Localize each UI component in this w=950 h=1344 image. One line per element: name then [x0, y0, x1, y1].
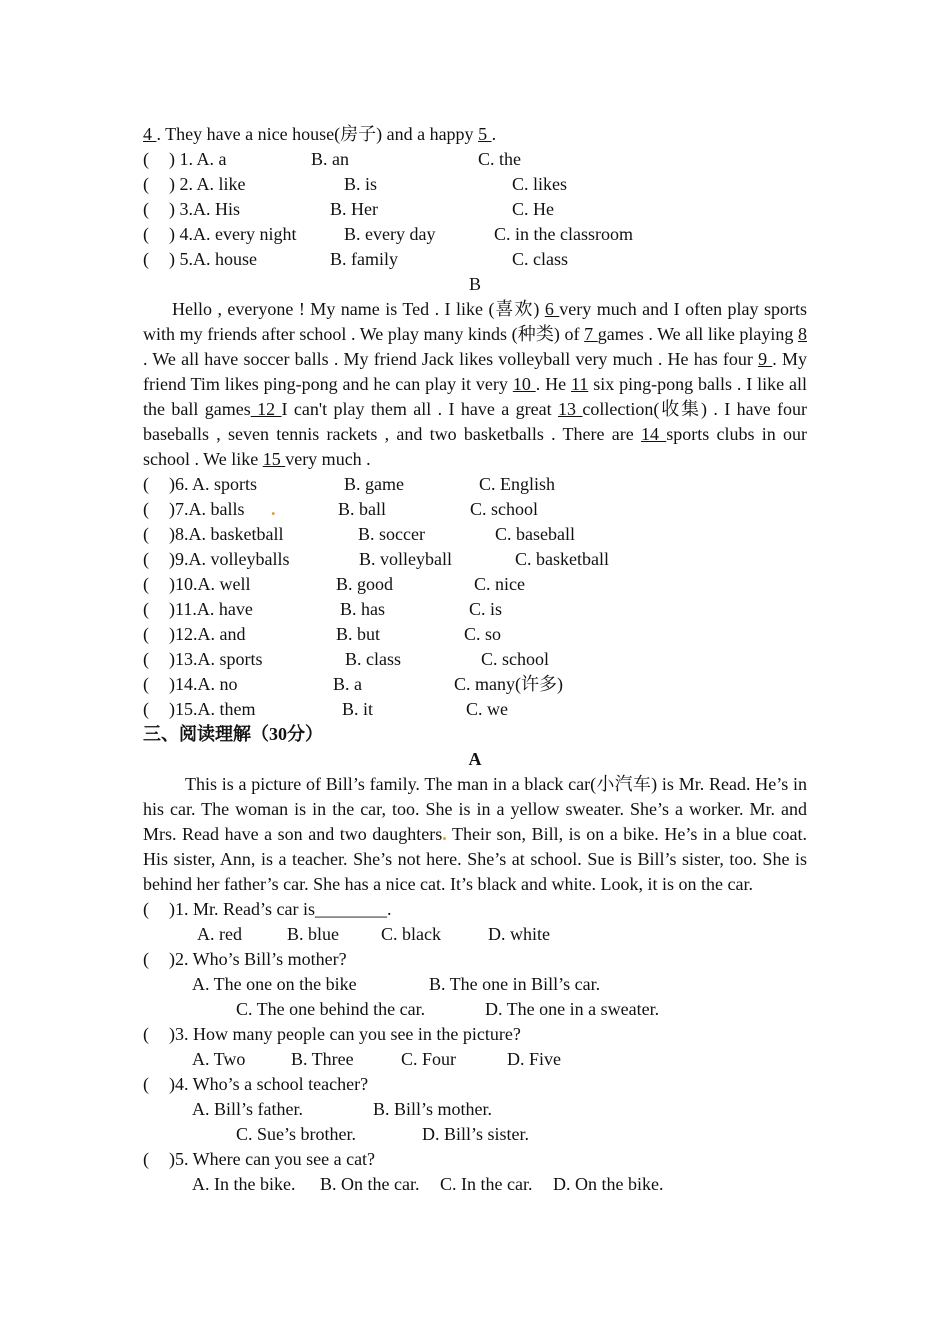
option-b: B. Her: [330, 199, 378, 219]
option-a: A. red: [197, 924, 242, 944]
answer-paren: (: [143, 574, 149, 594]
section-b-heading: B: [468, 274, 481, 294]
option-a: A. In the bike.: [192, 1174, 296, 1194]
blank-4: 4: [143, 124, 157, 144]
answer-paren: (: [143, 649, 149, 669]
question-text: )1. Mr. Read’s car is________.: [169, 899, 392, 919]
blank-13: 13: [558, 399, 583, 419]
question-text: )2. Who’s Bill’s mother?: [169, 949, 347, 969]
question-row: [143, 697, 807, 722]
option-c: C. He: [512, 199, 554, 219]
question-row: [143, 1022, 807, 1047]
answer-paren: (: [143, 599, 149, 619]
blank-15: 15: [262, 449, 286, 469]
option-c: C. basketball: [515, 549, 609, 569]
option-b: B. every day: [344, 224, 436, 244]
option-c: C. the: [478, 149, 521, 169]
option-b: B. it: [342, 699, 374, 719]
option-b: B. a: [333, 674, 362, 694]
cloze-passage: Hello , everyone ! My name is Ted . I like (喜欢) 6 very much and I often play sports with my friends after school . We play many kinds (种类) of 7 games . We all like playing 8 . We all have soccer balls . My friend Jack likes volleyball very much . He has four 9 . My friend Tim likes ping-pong and he can play it very 10 . He 11 six ping-pong balls . I like all the ball games 12 I can't play them all . I have a great 13 collection(收集) . I have four baseballs , seven tennis rackets , and two basketballs . There are 14 sports clubs in our school . We like 15 very much .: [143, 299, 808, 469]
part-a-closing-line: 4 . They have a nice house(房子) and a happy 5 .: [143, 124, 497, 144]
option-d: D. Bill’s sister.: [422, 1124, 530, 1144]
option-b: B. The one in Bill’s car.: [429, 974, 601, 994]
question-row: [143, 172, 807, 197]
options-row: [143, 922, 807, 947]
option-b: B. class: [345, 649, 401, 669]
question-text: )4. Who’s a school teacher?: [169, 1074, 369, 1094]
blank-14: 14: [641, 424, 667, 444]
option-c: C. In the car.: [440, 1174, 533, 1194]
option-c: C. Four: [401, 1049, 457, 1069]
answer-paren: (: [143, 224, 149, 244]
answer-paren: (: [143, 524, 149, 544]
option-c: C. Sue’s brother.: [236, 1124, 356, 1144]
answer-paren: (: [143, 699, 149, 719]
answer-paren: (: [143, 1024, 149, 1044]
option-d: D. The one in a sweater.: [485, 999, 660, 1019]
option-b: B. soccer: [358, 524, 425, 544]
option-b: B. ball: [338, 499, 386, 519]
answer-paren: (: [143, 674, 149, 694]
reading-passage: This is a picture of Bill’s family. The man in a black car(小汽车) is Mr. Read. He’s in his car. The woman is in the car, too. She is in a yellow sweater. She’s a worker. Mr. and Mrs. Read have a son and two daughters. Their son, Bill, is on a bike. He’s in a blue coat. His sister, Ann, is a teacher. She’s not here. She’s at school. Sue is Bill’s sister, too. She is behind her father’s car. She has a nice cat. It’s black and white. Look, it is on the car.: [143, 774, 807, 894]
option-a: )13.A. sports: [169, 649, 263, 669]
option-d: D. On the bike.: [553, 1174, 664, 1194]
option-b: B. an: [311, 149, 349, 169]
option-a: )15.A. them: [169, 699, 256, 719]
answer-paren: (: [143, 624, 149, 644]
blank-7: 7: [584, 324, 598, 344]
option-c: C. nice: [474, 574, 525, 594]
question-text: )3. How many people can you see in the picture?: [169, 1024, 521, 1044]
answer-paren: (: [143, 149, 149, 169]
document-page: [143, 122, 807, 1197]
option-c: C. black: [381, 924, 441, 944]
option-c: C. class: [512, 249, 568, 269]
answer-paren: (: [143, 1074, 149, 1094]
option-b: B. but: [336, 624, 381, 644]
option-a: ) 3.A. His: [169, 199, 240, 219]
option-c: C. English: [479, 474, 556, 494]
option-c: C. The one behind the car.: [236, 999, 426, 1019]
answer-paren: (: [143, 474, 149, 494]
question-row: [143, 1147, 807, 1172]
question-text: )5. Where can you see a cat?: [169, 1149, 376, 1169]
question-row: [143, 547, 807, 572]
answer-paren: (: [143, 899, 149, 919]
option-b: B. family: [330, 249, 398, 269]
option-a: A. Bill’s father.: [192, 1099, 303, 1119]
option-b: B. is: [344, 174, 378, 194]
option-a: )6. A. sports: [169, 474, 258, 494]
option-a: A. The one on the bike: [192, 974, 357, 994]
option-c: C. school: [481, 649, 550, 669]
option-b: B. On the car.: [320, 1174, 420, 1194]
orange-mark: .: [271, 499, 276, 519]
option-b: B. good: [336, 574, 394, 594]
option-a: )11.A. have: [169, 599, 253, 619]
option-b: B. blue: [287, 924, 339, 944]
option-d: D. Five: [507, 1049, 561, 1069]
options-row: [143, 1172, 807, 1197]
answer-paren: (: [143, 1149, 149, 1169]
option-c: C. we: [466, 699, 508, 719]
passage-a-heading: A: [468, 749, 482, 769]
options-row: [143, 1122, 807, 1147]
option-c: C. likes: [512, 174, 568, 194]
option-c: C. school: [470, 499, 539, 519]
answer-paren: (: [143, 499, 149, 519]
blank-5: 5: [478, 124, 492, 144]
question-row: [143, 472, 807, 497]
question-row: [143, 1072, 807, 1097]
options-row: [143, 972, 807, 997]
answer-paren: (: [143, 199, 149, 219]
option-b: B. has: [340, 599, 385, 619]
answer-paren: (: [143, 549, 149, 569]
orange-mark: .: [442, 824, 447, 844]
options-row: [143, 997, 807, 1022]
blank-6: 6: [544, 299, 560, 319]
blank-10: 10: [512, 374, 536, 394]
option-a: )10.A. well: [169, 574, 251, 594]
options-row: [143, 1047, 807, 1072]
blank-8: 8: [798, 324, 808, 344]
option-b: B. game: [344, 474, 404, 494]
question-row: [143, 897, 807, 922]
question-row: [143, 672, 807, 697]
question-row: [143, 197, 807, 222]
option-a: )7.A. balls: [169, 499, 245, 519]
question-row: [143, 522, 807, 547]
option-a: )9.A. volleyballs: [169, 549, 290, 569]
option-a: ) 2. A. like: [169, 174, 246, 194]
option-a: A. Two: [192, 1049, 246, 1069]
option-c: C. is: [469, 599, 503, 619]
option-b: B. volleyball: [359, 549, 452, 569]
answer-paren: (: [143, 249, 149, 269]
question-row: [143, 597, 807, 622]
option-b: B. Three: [291, 1049, 354, 1069]
question-row: [143, 147, 807, 172]
section-3-heading: 三、阅读理解（30分）: [143, 724, 323, 744]
question-row: [143, 647, 807, 672]
question-row: [143, 222, 807, 247]
blank-11: 11: [570, 374, 589, 394]
answer-paren: (: [143, 174, 149, 194]
option-a: ) 5.A. house: [169, 249, 257, 269]
question-row: [143, 497, 807, 522]
option-a: )8.A. basketball: [169, 524, 284, 544]
option-a: ) 1. A. a: [169, 149, 227, 169]
option-c: C. so: [464, 624, 502, 644]
text: . They have a nice house(房子) and a happy: [156, 124, 479, 144]
option-c: C. baseball: [495, 524, 575, 544]
option-a: ) 4.A. every night: [169, 224, 297, 244]
question-row: [143, 947, 807, 972]
option-b: B. Bill’s mother.: [373, 1099, 493, 1119]
option-d: D. white: [488, 924, 550, 944]
blank-9: 9: [758, 349, 773, 369]
question-row: [143, 247, 807, 272]
option-a: )14.A. no: [169, 674, 238, 694]
option-c: C. in the classroom: [494, 224, 633, 244]
blank-12: 12: [250, 399, 282, 419]
option-a: )12.A. and: [169, 624, 246, 644]
question-row: [143, 622, 807, 647]
question-row: [143, 572, 807, 597]
option-c: C. many(许多): [454, 674, 563, 694]
answer-paren: (: [143, 949, 149, 969]
options-row: [143, 1097, 807, 1122]
